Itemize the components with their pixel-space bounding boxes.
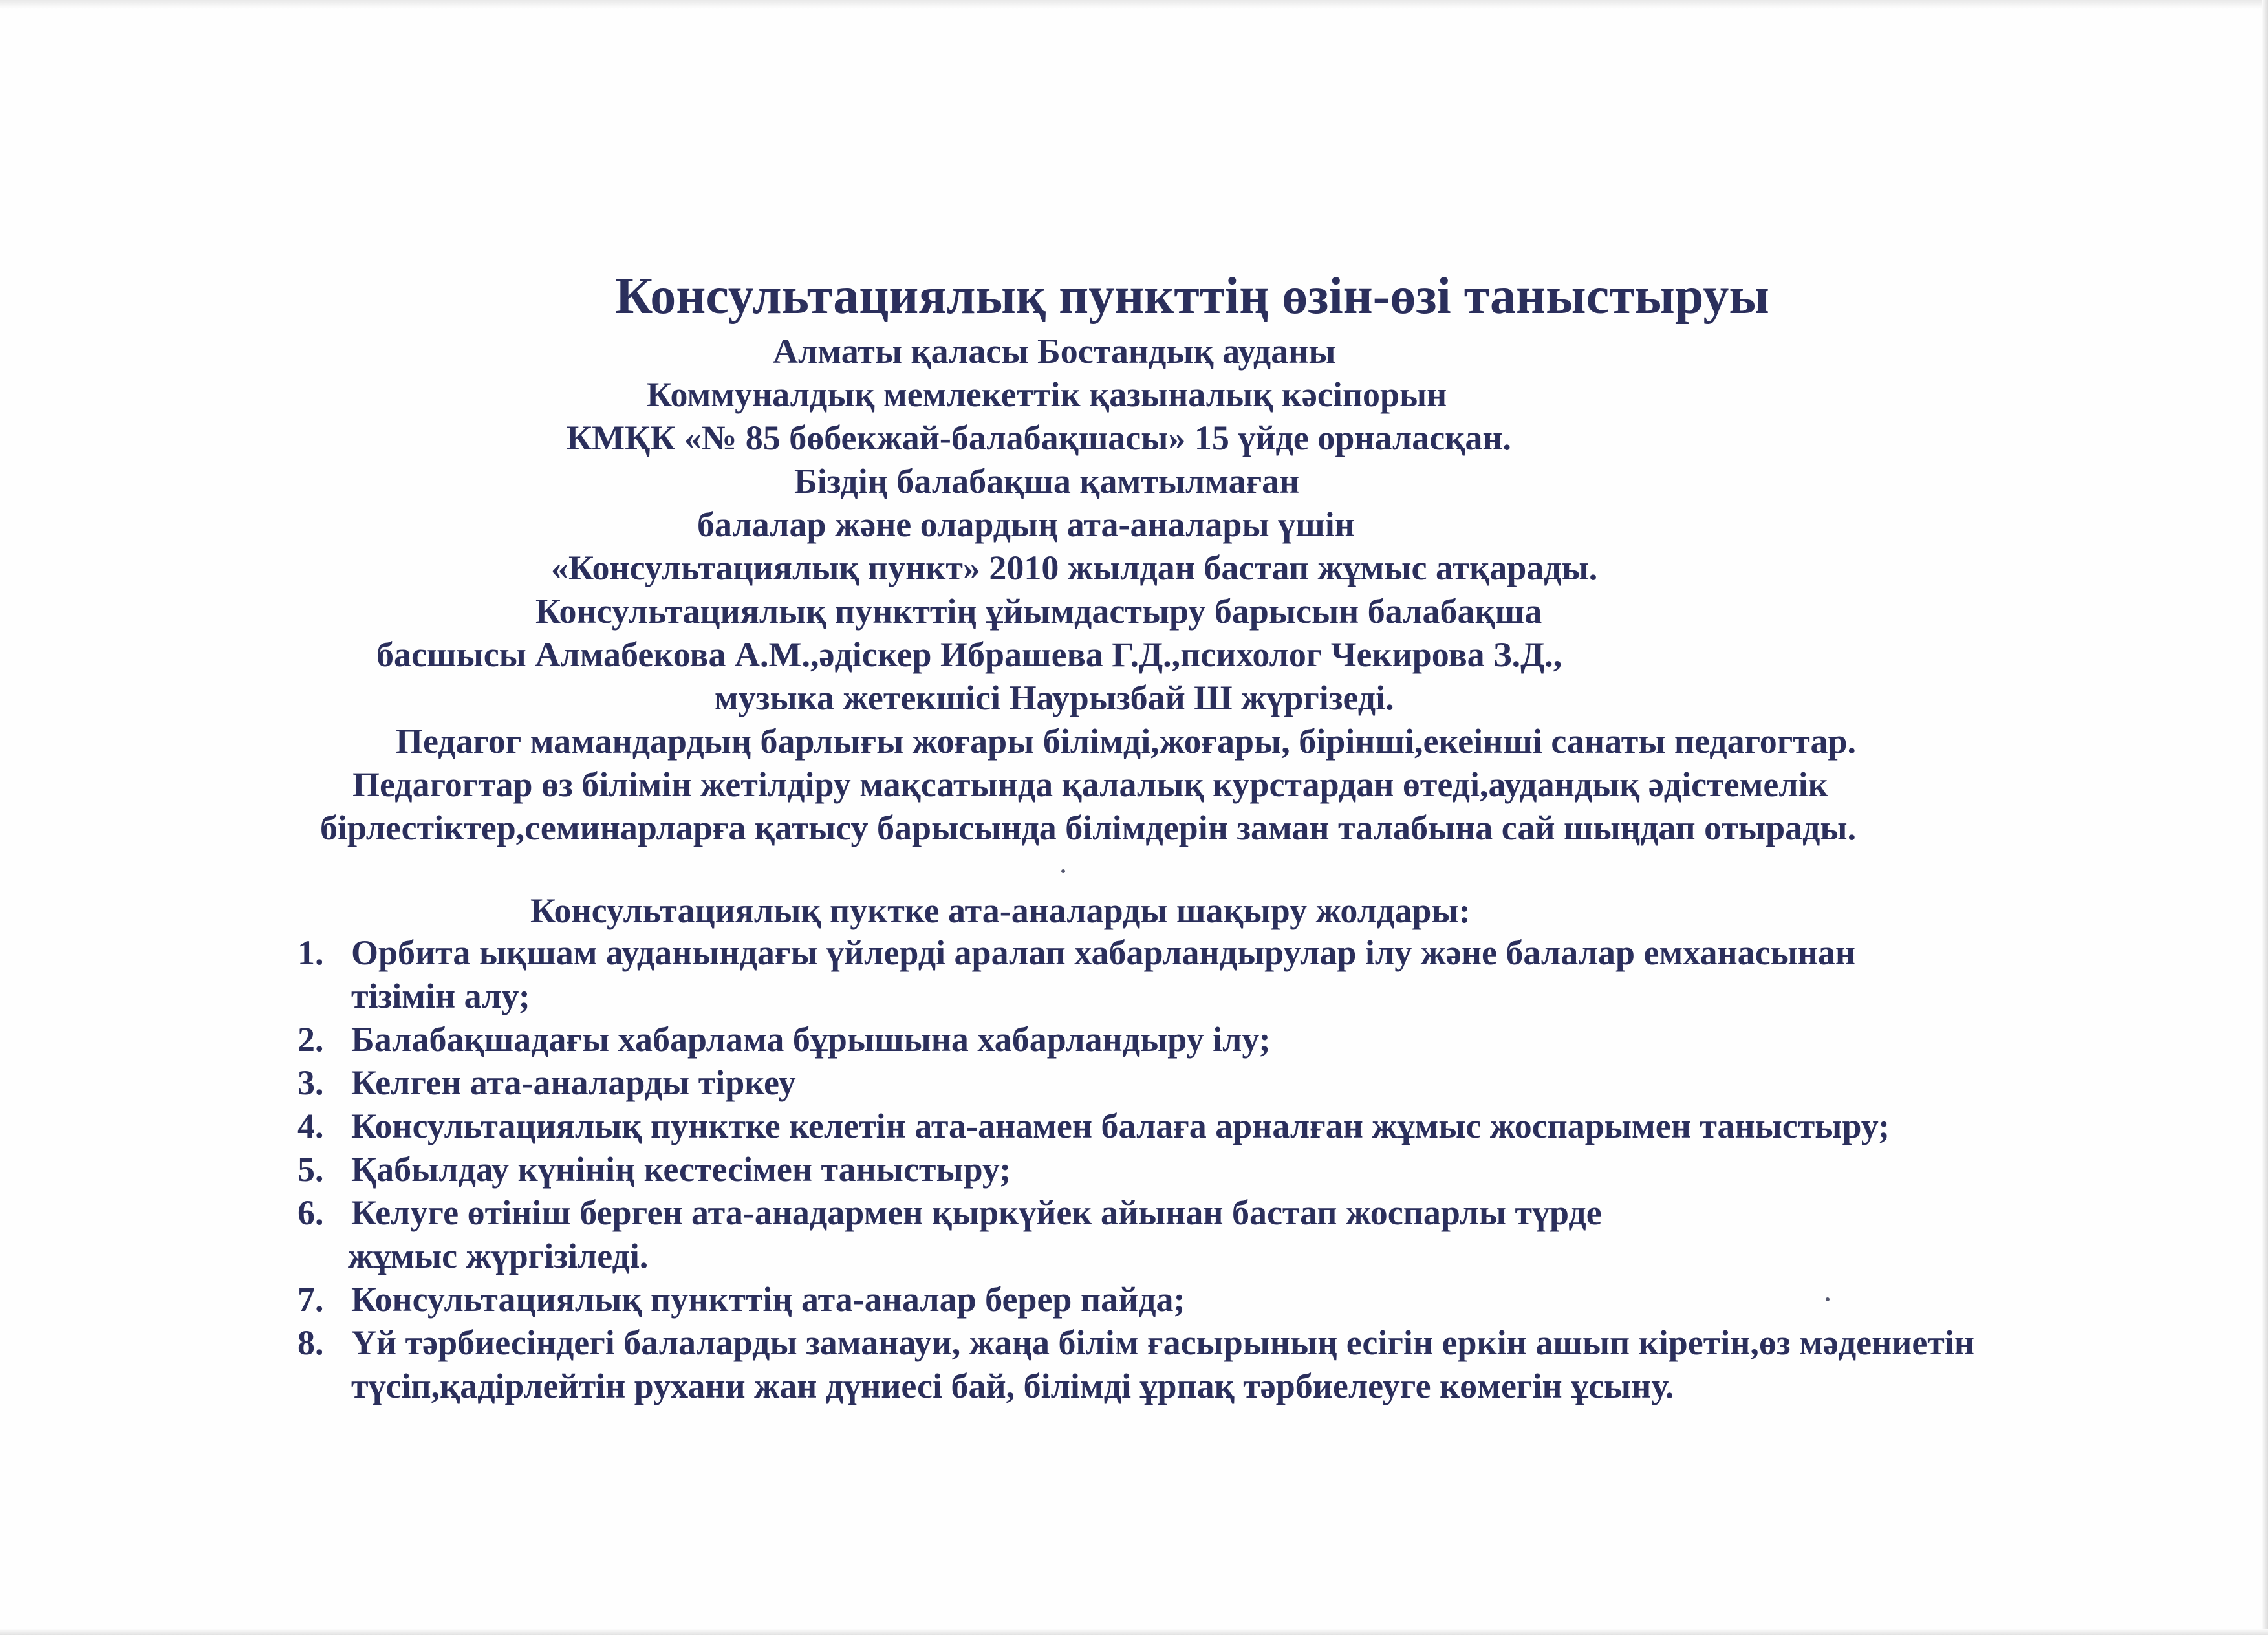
- intro-line: музыка жетекшісі Наурызбай Ш жүргізеді.: [715, 678, 1394, 717]
- list-item-number: 5.: [297, 1150, 324, 1189]
- list-item-number: 3.: [297, 1063, 324, 1102]
- list-item-text: жұмыс жүргізіледі.: [348, 1237, 649, 1275]
- intro-line: «Консультациялық пункт» 2010 жылдан бастап жұмыс атқарады.: [551, 548, 1598, 587]
- list-item: [297, 1278, 2173, 1321]
- list-item-text: Үй тәрбиесіндегі балаларды заманауи, жаңа білім ғасырының есігін еркін ашып кіретін,өз мәдениетін: [351, 1323, 1974, 1362]
- intro-line: Біздің балабақша қамтылмаған: [794, 462, 1300, 501]
- list-item-text: тізімін алу;: [351, 977, 530, 1015]
- list-item-text: Орбита ықшам ауданындағы үйлерді аралап хабарландырулар ілу және балалар емханасынан: [351, 933, 1856, 972]
- intro-line: Консультациялық пункттің ұйымдастыру барысын балабақша: [535, 592, 1542, 631]
- list-item-number: 8.: [297, 1323, 324, 1362]
- scan-speck: [1061, 869, 1065, 873]
- intro-line: Алматы қаласы Бостандық ауданы: [773, 332, 1336, 371]
- intro-line: балалар және олардың ата-аналары үшін: [697, 505, 1355, 544]
- list-item: [297, 1148, 2173, 1191]
- list-item-number: 2.: [297, 1020, 324, 1059]
- list-item-number: 6.: [297, 1193, 324, 1232]
- intro-line: басшысы Алмабекова А.М.,әдіскер Ибрашева Г.Д.,психолог Чекирова З.Д.,: [376, 635, 1562, 674]
- list-item-text: Келуге өтініш берген ата-анадармен қыркүйек айынан бастап жоспарлы түрде: [351, 1193, 1602, 1232]
- invitation-methods-list: [297, 931, 2173, 1408]
- list-item-text: Консультациялық пункттің ата-аналар берер пайда;: [351, 1280, 1185, 1319]
- intro-line: Коммуналдық мемлекеттік қазыналық кәсіпорын: [647, 375, 1447, 414]
- list-item: [297, 931, 2173, 1018]
- list-item-text: Консультациялық пунктке келетін ата-анамен балаға арналған жұмыс жоспарымен таныстыру;: [351, 1107, 1890, 1145]
- list-heading: Консультациялық пуктке ата-аналарды шақыру жолдары:: [530, 891, 1471, 930]
- document-title: Консультациялық пункттің өзін-өзі таныстыруы: [615, 268, 1769, 325]
- list-item: [297, 1321, 2173, 1408]
- list-item-text: Қабылдау күнінің кестесімен таныстыру;: [351, 1150, 1011, 1189]
- intro-line: Педагог мамандардың барлығы жоғары білімді,жоғары, бірінші,екеінші санаты педагогтар.: [396, 722, 1857, 761]
- list-item-number: 7.: [297, 1280, 324, 1319]
- list-item-number: 1.: [297, 933, 324, 972]
- intro-line: Педагогтар өз білімін жетілдіру мақсатында қалалық курстардан өтеді,аудандық әдістемелік: [352, 765, 1828, 804]
- list-item: [297, 1191, 2173, 1278]
- scan-speck: [1826, 1297, 1830, 1301]
- list-item-text: Келген ата-аналарды тіркеу: [351, 1063, 796, 1102]
- list-item-text: түсіп,қадірлейтін рухани жан дүниесі бай, білімді ұрпақ тәрбиелеуге көмегін ұсыну.: [351, 1367, 1674, 1405]
- intro-line: бірлестіктер,семинарларға қатысу барысында білімдерін заман талабына сай шыңдап отырады.: [320, 808, 1857, 847]
- scan-edge-bottom: [0, 1629, 2268, 1635]
- list-item: [297, 1105, 2173, 1148]
- scan-edge-right: [2262, 0, 2268, 1635]
- intro-line: КМҚК «№ 85 бөбекжай-балабақшасы» 15 үйде орналасқан.: [567, 418, 1511, 457]
- list-item: [297, 1018, 2173, 1061]
- list-item-number: 4.: [297, 1107, 324, 1145]
- scan-edge-top: [0, 0, 2268, 9]
- list-item: [297, 1061, 2173, 1105]
- list-item-text: Балабақшадағы хабарлама бұрышына хабарландыру ілу;: [351, 1020, 1271, 1059]
